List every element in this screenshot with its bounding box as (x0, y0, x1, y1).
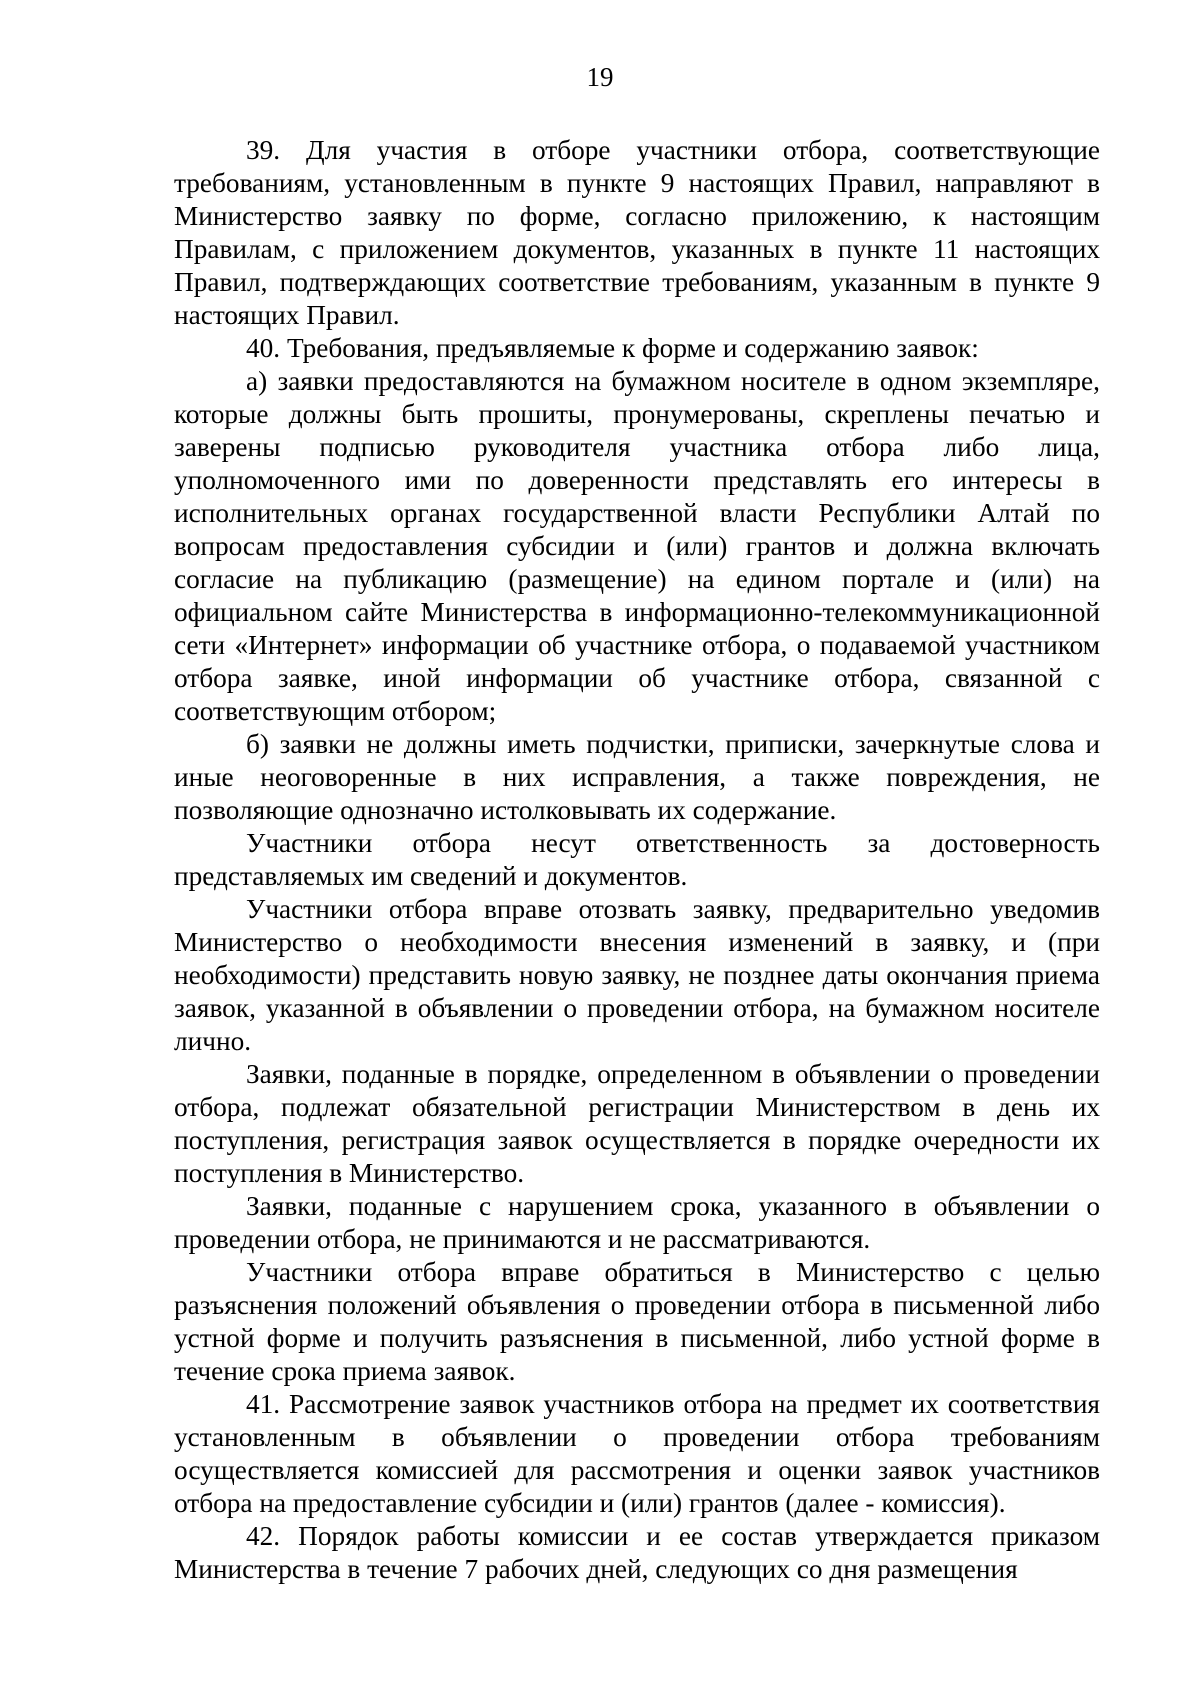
paragraph-withdrawal: Участники отбора вправе отозвать заявку, предварительно уведомив Министерство о необходимости внесения изменений в заявку, и (при необходимости) представить новую заявку, не позднее даты окончания приема заявок, указанной в объявлении о проведении отбора, на бумажном носителе лично. (174, 894, 1100, 1056)
paragraph-40: 40. Требования, предъявляемые к форме и содержанию заявок: (246, 333, 979, 363)
paragraph-clarification: Участники отбора вправе обратиться в Министерство с целью разъяснения положений объявления о проведении отбора в письменной либо устной форме и получить разъяснения в письменной, либо устной форме в течение срока приема заявок. (174, 1257, 1100, 1386)
paragraph-39: 39. Для участия в отборе участники отбора, соответствующие требованиям, установленным в пункте 9 настоящих Правил, направляют в Министерство заявку по форме, согласно приложению, к настоящим Правилам, с приложением документов, указанных в пункте 11 настоящих Правил, подтверждающих соответствие требованиям, указанным в пункте 9 настоящих Правил. (174, 135, 1100, 330)
paragraph-responsibility: Участники отбора несут ответственность за достоверность представляемых им сведений и документов. (174, 828, 1100, 891)
paragraph-42: 42. Порядок работы комиссии и ее состав утверждается приказом Министерства в течение 7 рабочих дней, следующих со дня размещения (174, 1521, 1100, 1584)
paragraph-late-submission: Заявки, поданные с нарушением срока, указанного в объявлении о проведении отбора, не принимаются и не рассматриваются. (174, 1191, 1100, 1254)
document-body (174, 134, 1100, 1586)
paragraph-41: 41. Рассмотрение заявок участников отбора на предмет их соответствия установленным в объявлении о проведении отбора требованиям осуществляется комиссией для рассмотрения и оценки заявок участников отбора на предоставление субсидии и (или) грантов (далее - комиссия). (174, 1389, 1100, 1518)
paragraph-40-a: а) заявки предоставляются на бумажном носителе в одном экземпляре, которые должны быть прошиты, пронумерованы, скреплены печатью и заверены подписью руководителя участника отбора либо лица, уполномоченного ими по доверенности представлять его интересы в исполнительных органах государственной власти Республики Алтай по вопросам предоставления субсидии и (или) грантов и должна включать согласие на публикацию (размещение) на едином портале и (или) на официальном сайте Министерства в информационно-телекоммуникационной сети «Интернет» информации об участнике отбора, о подаваемой участником отбора заявке, иной информации об участнике отбора, связанной с соответствующим отбором; (174, 366, 1100, 726)
paragraph-40-b: б) заявки не должны иметь подчистки, приписки, зачеркнутые слова и иные неоговоренные в них исправления, а также повреждения, не позволяющие однозначно истолковывать их содержание. (174, 729, 1100, 825)
paragraph-registration: Заявки, поданные в порядке, определенном в объявлении о проведении отбора, подлежат обязательной регистрации Министерством в день их поступления, регистрация заявок осуществляется в порядке очередности их поступления в Министерство. (174, 1059, 1100, 1188)
page-number: 19 (586, 62, 614, 92)
